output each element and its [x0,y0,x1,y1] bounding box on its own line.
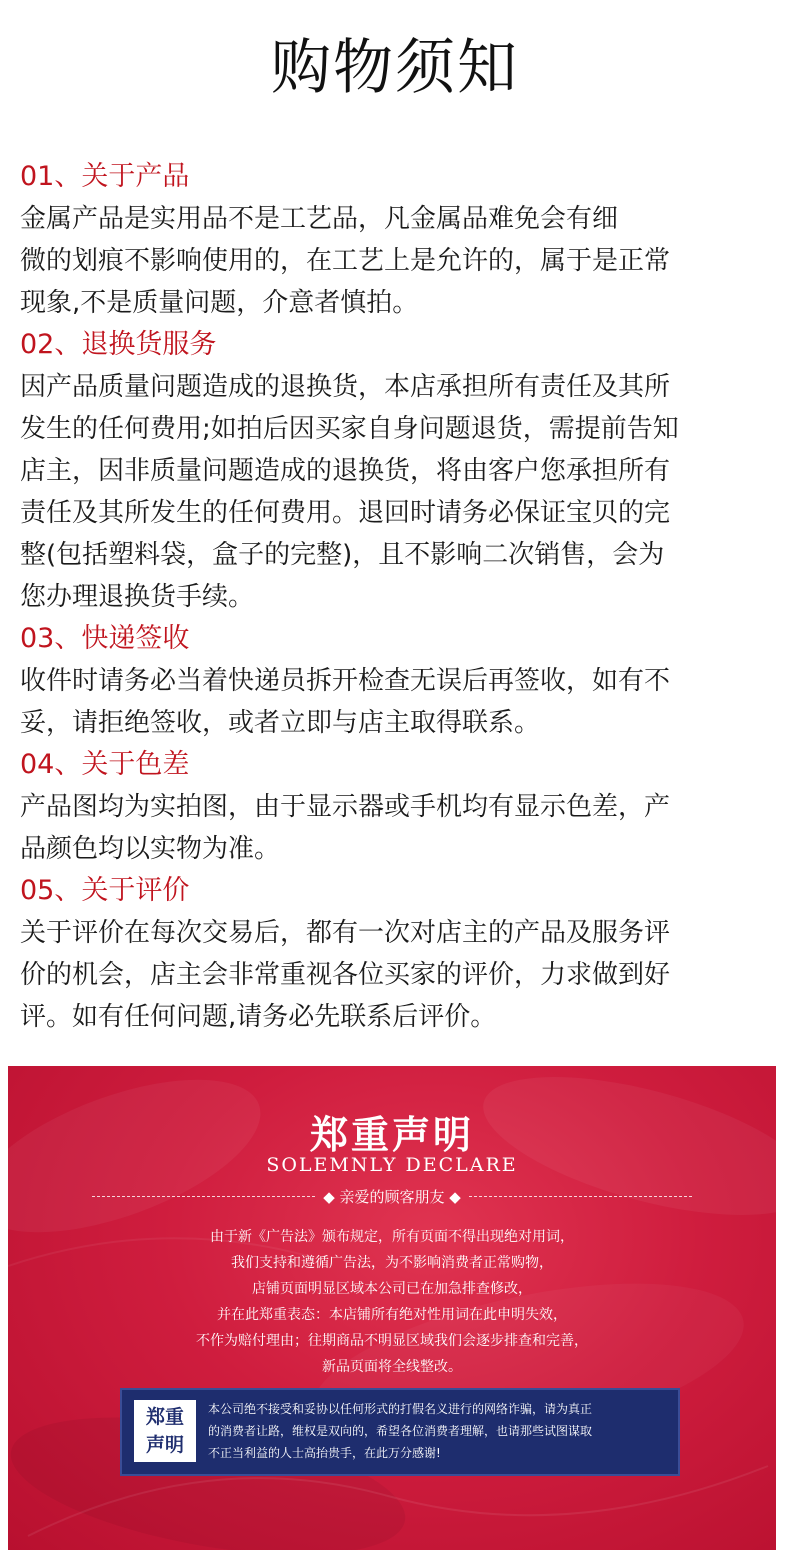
body-line: 收件时请务必当着快递员拆开检查无误后再签收，如有不 [20,666,671,696]
body-line: 评。如有任何问题,请务必先联系后评价。 [20,1002,497,1032]
greeting-text: ◆ 亲爱的顾客朋友 ◆ [323,1187,461,1206]
body-line: 整(包括塑料袋，盒子的完整)，且不影响二次销售，会为 [20,540,665,570]
body-line: 关于评价在每次交易后，都有一次对店主的产品及服务评 [20,918,671,948]
shopping-notice [20,156,780,1038]
body-line: 品颜色均以实物为准。 [20,834,281,864]
notice-line: 不正当利益的人士高抬贵手，在此万分感谢! [208,1446,441,1460]
section-body [20,660,780,744]
body-line: 责任及其所发生的任何费用。退回时请务必保证宝贝的完 [20,498,671,528]
section-review [20,870,780,1038]
body-line: 微的划痕不影响使用的，在工艺上是允许的，属于是正常 [20,246,671,276]
declaration-line: 新品页面将全线整改。 [322,1359,462,1375]
anti-fraud-notice [120,1388,680,1476]
declaration-line: 不作为赔付理由；往期商品不明显区域我们会逐步排查和完善， [196,1333,588,1349]
section-body [20,198,780,324]
section-returns [20,324,780,618]
declaration-subtitle: SOLEMNLY DECLARE [266,1154,518,1176]
section-body [20,366,780,618]
badge-line: 郑重 [145,1406,184,1428]
declaration-line: 并在此郑重表态：本店铺所有绝对性用词在此申明失效， [217,1307,567,1323]
body-line: 产品图均为实拍图，由于显示器或手机均有显示色差，产 [20,792,671,822]
section-product [20,156,780,324]
body-line: 金属产品是实用品不是工艺品，凡金属品难免会有细 [20,204,619,234]
declaration-line: 我们支持和遵循广告法，为不影响消费者正常购物， [231,1255,553,1271]
anti-fraud-text [208,1398,668,1464]
declaration-title: 郑重声明 [309,1113,474,1157]
page-title: 购物须知 [271,33,519,103]
dashed-divider [92,1196,315,1197]
section-heading: 03、快递签收 [20,623,190,654]
body-line: 您办理退换货手续。 [20,582,255,612]
declaration-banner [8,1066,776,1550]
declaration-body [8,1224,776,1380]
section-color [20,744,780,870]
body-line: 价的机会，店主会非常重视各位买家的评价，力求做到好 [20,960,671,990]
greeting-row [92,1184,692,1208]
declaration-line: 店铺页面明显区域本公司已在加急排查修改， [252,1281,532,1297]
section-heading: 04、关于色差 [20,749,190,780]
body-line: 妥，请拒绝签收，或者立即与店主取得联系。 [20,708,541,738]
dashed-divider [469,1196,692,1197]
badge-line: 声明 [145,1434,184,1456]
declaration-line: 由于新《广告法》颁布规定，所有页面不得出现绝对用词， [210,1229,574,1245]
body-line: 因产品质量问题造成的退换货，本店承担所有责任及其所 [20,372,671,402]
notice-line: 本公司绝不接受和妥协以任何形式的打假名义进行的网络诈骗，请为真正 [208,1402,593,1416]
section-heading: 01、关于产品 [20,161,190,192]
section-body [20,786,780,870]
body-line: 现象,不是质量问题，介意者慎拍。 [20,288,419,318]
body-line: 发生的任何费用;如拍后因买家自身问题退货，需提前告知 [20,414,679,444]
section-heading: 05、关于评价 [20,875,190,906]
section-delivery [20,618,780,744]
body-line: 店主，因非质量问题造成的退换货，将由客户您承担所有 [20,456,671,486]
section-body [20,912,780,1038]
section-heading: 02、退换货服务 [20,329,217,360]
notice-line: 的消费者让路，维权是双向的，希望各位消费者理解，也请那些试图谋取 [208,1424,593,1438]
declaration-badge [134,1400,196,1462]
